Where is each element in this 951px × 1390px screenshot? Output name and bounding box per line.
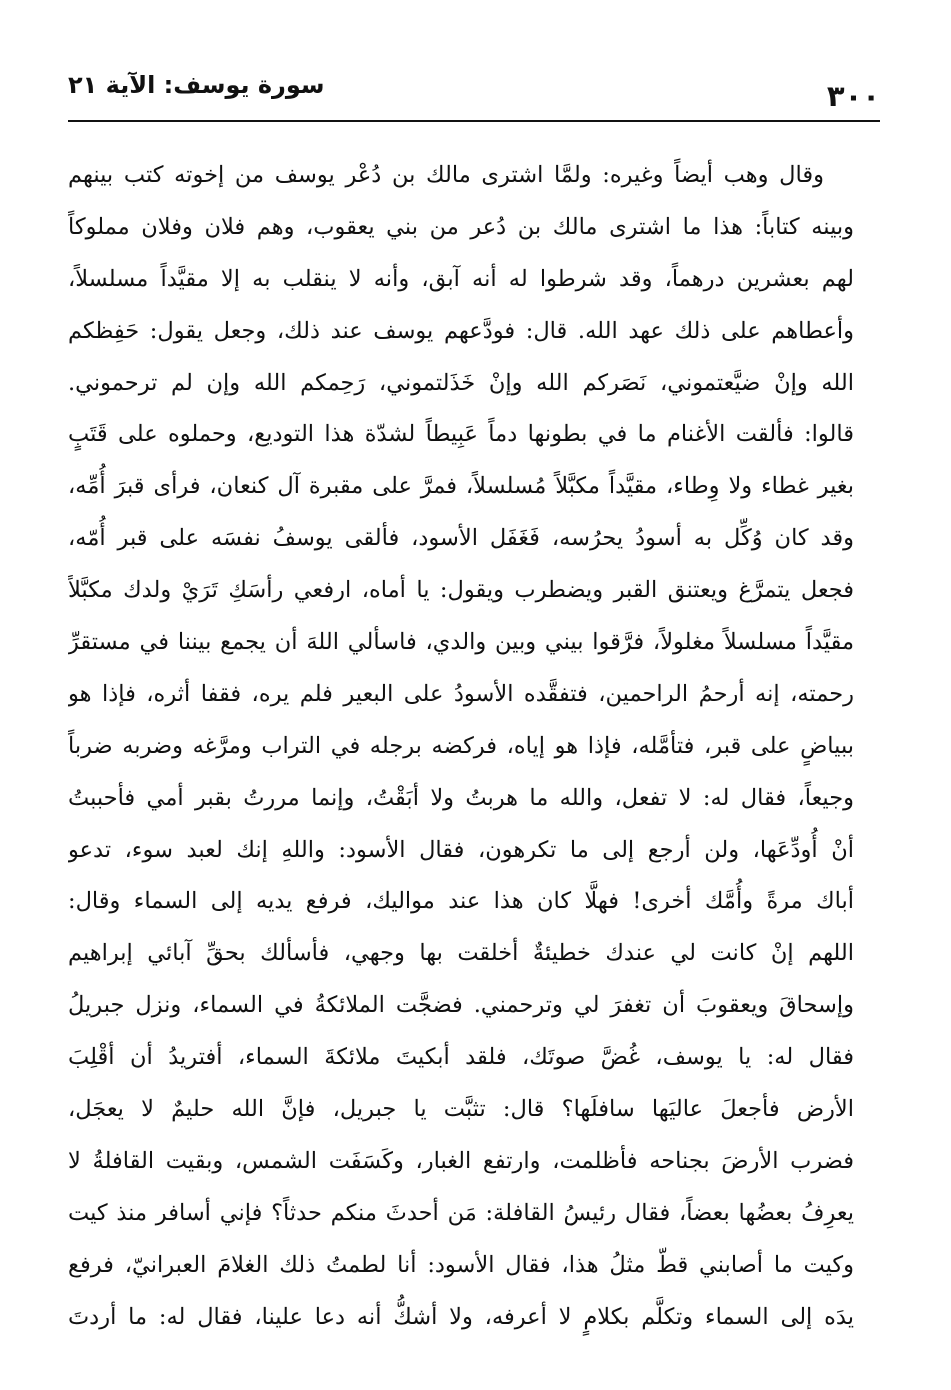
text-line: وأعطاهم على ذلك عهد الله. قال: فودَّعهم يوسف عند ذلك، وجعل يقول: حَفِظكم [68, 317, 854, 344]
text-line: أباك مرةً وأُمَّك أخرى! فهلَّا كان هذا عند مواليك، فرفع يديه إلى السماء وقال: [68, 888, 854, 915]
text-line: فجعل يتمرَّغ ويعتنق القبر ويضطرب ويقول: يا أماه، ارفعي رأسَكِ تَرَيْ ولدك مكبَّلاً [68, 577, 854, 604]
body-text [68, 150, 854, 1343]
page-number: ٣٠٠ [826, 79, 880, 113]
text-line: أنْ أُودِّعَها، ولن أرجع إلى ما تكرهون، فقال الأسود: واللهِ إنك لعبد سوء، تدعو [68, 836, 854, 863]
text-line: يدَه إلى السماء وتكلَّم بكلامٍ لا أعرفه، ولا أشكُّ أنه دعا علينا، فقال له: ما أردتَ [68, 1303, 854, 1330]
text-line: وقال وهب أيضاً وغيره: ولمَّا اشترى مالك بن دُعْر يوسف من إخوته كتب بينهم [68, 162, 824, 188]
text-line: وبينه كتاباً: هذا ما اشترى مالك بن دُعر من بني يعقوب، وهم فلان وفلان مملوكاً [68, 213, 854, 240]
text-line: الله وإنْ ضيَّعتموني، نَصَركم الله وإنْ خَذَلتموني، رَحِمكم الله وإن لم ترحموني. [68, 369, 854, 396]
text-line: مقيَّداً مسلسلاً مغلولاً، فرَّقوا بيني وبين والدي، فاسألي اللهَ أن يجمع بيننا في مستقرِّ [68, 629, 854, 656]
text-line: اللهم إنْ كانت لي عندك خطيئةٌ أخلقت بها وجهي، فأسألك بحقِّ آبائي إبراهيم [68, 940, 854, 967]
text-line: رحمته، إنه أرحمُ الراحمين، فتفقَّده الأسودُ على البعير فلم يره، فقفا أثره، فإذا هو [68, 680, 854, 707]
text-line: الأرض فأجعلَ عاليَها سافلَها؟ قال: تثبَّت يا جبريل، فإنَّ الله حليمٌ لا يعجَل، [68, 1096, 854, 1123]
text-line: وكيت ما أصابني قطّ مثلُ هذا، فقال الأسود: أنا لطمتُ ذلك الغلامَ العبرانيّ، فرفع [68, 1251, 854, 1278]
running-title: سورة يوسف: الآية ٢١ [68, 71, 325, 99]
page-header [68, 64, 880, 116]
text-line: قالوا: فألقت الأغنام ما في بطونها دماً عَبِيطاً لشدّة هذا التوديع، وحملوه على قَتَبٍ [68, 421, 854, 448]
header-rule [68, 120, 880, 122]
text-line: يعرِفُ بعضُها بعضاً، فقال رئيسُ القافلة: مَن أحدثَ منكم حدثاً؟ فإني أسافر منذ كيت [68, 1199, 854, 1226]
text-line: وجيعاً، فقال له: لا تفعل، والله ما هربتُ ولا أبَقْتُ، وإنما مررتُ بقبر أمي فأحببتُ [68, 784, 854, 811]
text-line: بغير غطاء ولا وِطاء، مقيَّداً مكبَّلاً مُسلسلاً، فمرَّ على مقبرة آل كنعان، فرأى قبرَ أُمِّه، [68, 473, 854, 500]
text-line: وإسحاقَ ويعقوبَ أن تغفرَ لي وترحمني. فضجَّت الملائكةُ في السماء، ونزل جبريلُ [68, 992, 854, 1019]
text-line: فقال له: يا يوسف، غُضَّ صوتَك، فلقد أبكيتَ ملائكةَ السماء، أفتريدُ أن أقْلِبَ [68, 1044, 854, 1071]
text-line: لهم بعشرين درهماً، وقد شرطوا له أنه آبق، وأنه لا ينقلب به إلا مقيَّداً مسلسلاً، [68, 265, 854, 292]
text-line: ببياضٍ على قبر، فتأمَّله، فإذا هو إياه، فركضه برجله في التراب ومرَّغه وضربه ضرباً [68, 732, 854, 759]
text-line: وقد كان وُكِّل به أسودُ يحرُسه، فَغَفَل الأسود، فألقى يوسفُ نفسَه على قبر أُمّه، [68, 525, 854, 552]
text-line: فضرب الأرضَ بجناحه فأظلمت، وارتفع الغبار، وكَسَفَت الشمس، وبقيت القافلةُ لا [68, 1147, 854, 1174]
